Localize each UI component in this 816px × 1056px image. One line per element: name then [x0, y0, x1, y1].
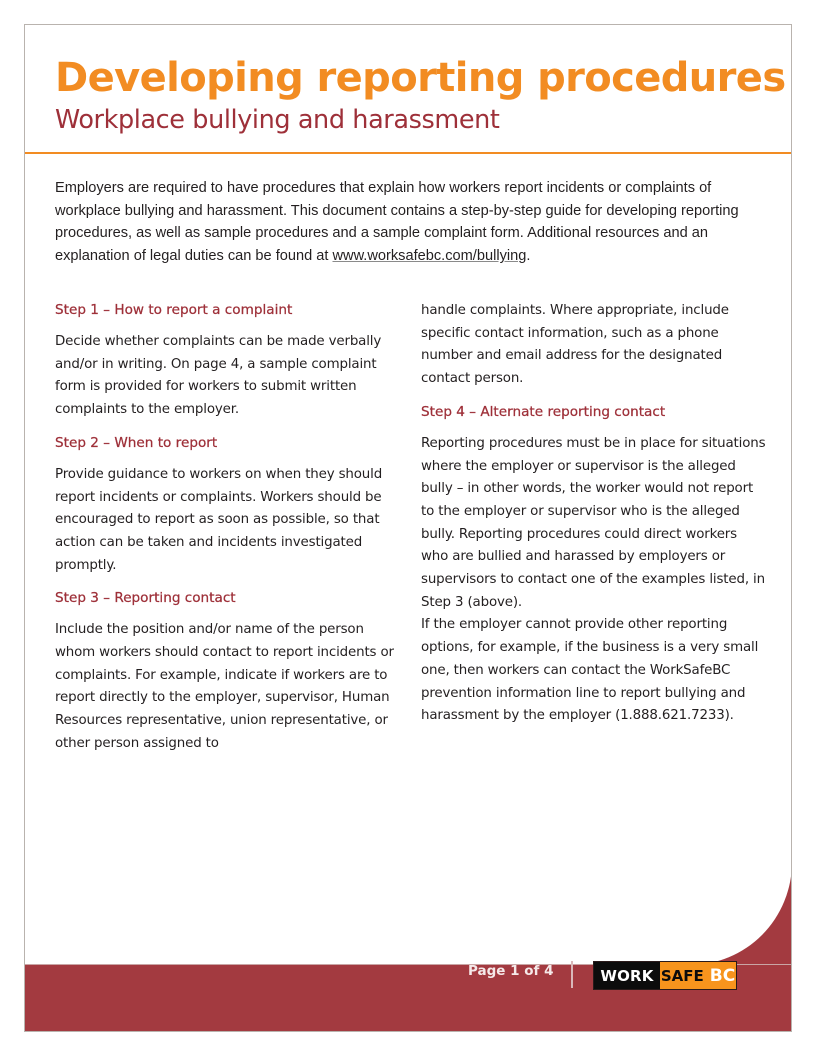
step-2-heading: Step 2 – When to report	[55, 434, 218, 451]
header-divider	[25, 152, 792, 154]
step-3-text-continued: handle complaints. Where appropriate, include specific contact information, such as a phone number and email address for the designated contact person.	[421, 303, 729, 387]
step-4-text-2: If the employer cannot provide other reporting options, for example, if the business is a very small one, then workers can contact the WorkSafeBC prevention information line to report bullying and harassment by the employer (1.888.621.7233).	[421, 617, 759, 724]
intro-text: Employers are required to have procedures that explain how workers report incidents or complaints of workplace bullying and harassment. This document contains a step-by-step guide for developing reporting procedures, as well as sample procedures and a sample complaint form. Additional resources and an explanation of legal duties can be found at	[55, 180, 739, 265]
footer-curve-decoration	[690, 862, 792, 965]
step-1-text: Decide whether complaints can be made verbally and/or in writing. On page 4, a sample complaint form is provided for workers to submit written complaints to the employer.	[55, 334, 382, 418]
step-3-heading: Step 3 – Reporting contact	[55, 590, 236, 607]
step-4-text: Reporting procedures must be in place for situations where the employer or supervisor is the alleged bully – in other words, the worker would not report to the employer or supervisor who is the alleged bully. Reporting procedures could direct workers who are bullied and harassed by employers or supervisors to contact one of the examples listed, in Step 3 (above).	[421, 435, 766, 610]
worksafebc-logo	[593, 961, 737, 990]
intro-text-end: .	[526, 248, 531, 265]
left-column	[55, 300, 400, 767]
page-number: Page 1 of 4	[468, 963, 554, 979]
step-4-heading: Step 4 – Alternate reporting contact	[421, 403, 666, 420]
page-title: Developing reporting procedures	[55, 55, 786, 101]
logo-safe-bc	[660, 962, 736, 989]
step-1-heading: Step 1 – How to report a complaint	[55, 302, 293, 318]
bullying-resources-link[interactable]: www.worksafebc.com/bullying	[332, 248, 527, 265]
document-page	[24, 24, 792, 1032]
step-2-text: Provide guidance to workers on when they should report incidents or complaints. Workers should be encouraged to report as soon as possible, so that action can be taken and incidents investigated promptly.	[55, 466, 383, 573]
right-column	[421, 300, 766, 739]
step-3-text: Include the position and/or name of the person whom workers should contact to report incidents or complaints. For example, indicate if workers are to report directly to the employer, supervisor, Human Resources representative, union representative, or other person assigned to	[55, 622, 394, 751]
page-subtitle: Workplace bullying and harassment	[55, 105, 500, 135]
logo-bc: BC	[709, 965, 736, 986]
logo-work: WORK	[594, 962, 660, 989]
intro-paragraph	[55, 177, 767, 268]
footer-divider	[571, 961, 573, 988]
logo-safe: SAFE	[660, 966, 704, 985]
